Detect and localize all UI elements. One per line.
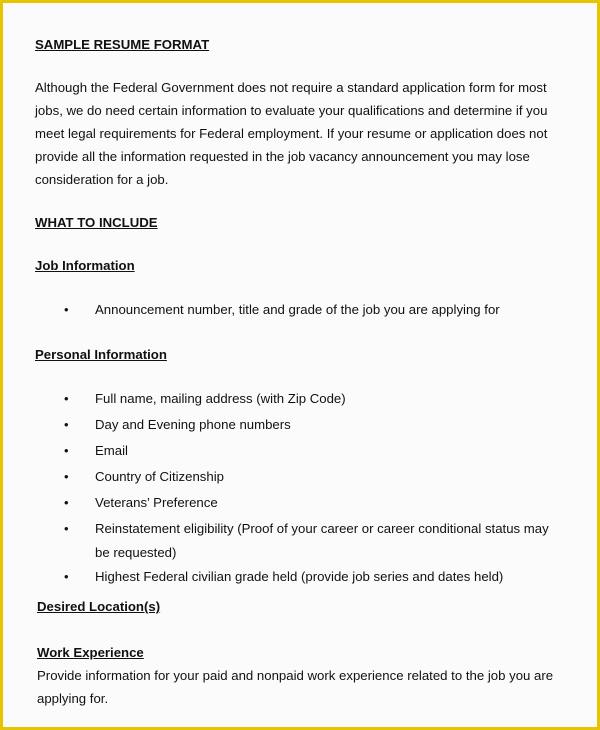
intro-line: meet legal requirements for Federal employment. If your resume or application does not [35, 126, 548, 141]
what-to-include-heading: WHAT TO INCLUDE [35, 215, 158, 230]
bullet-icon: • [64, 443, 69, 458]
list-item: Announcement number, title and grade of the job you are applying for [95, 302, 500, 317]
document-title: SAMPLE RESUME FORMAT [35, 37, 210, 52]
bullet-icon: • [64, 417, 69, 432]
list-item: Email [95, 443, 128, 458]
list-item: Day and Evening phone numbers [95, 417, 291, 432]
intro-line: Although the Federal Government does not require a standard application form for most [35, 80, 547, 95]
intro-line: provide all the information requested in the job vacancy announcement you may lose [35, 149, 530, 164]
work-experience-line: Provide information for your paid and nonpaid work experience related to the job you are [37, 668, 554, 683]
bullet-icon: • [64, 302, 69, 317]
bullet-icon: • [64, 495, 69, 510]
job-information-heading: Job Information [35, 258, 135, 273]
list-item: Full name, mailing address (with Zip Code) [95, 391, 346, 406]
list-item: Veterans’ Preference [95, 495, 218, 510]
bullet-icon: • [64, 469, 69, 484]
bullet-icon: • [64, 569, 69, 584]
intro-line: jobs, we do need certain information to evaluate your qualifications and determine if you [35, 103, 548, 118]
bullet-icon: • [64, 521, 69, 536]
bullet-icon: • [64, 391, 69, 406]
list-item: Reinstatement eligibility (Proof of your career or career conditional status may [95, 521, 549, 536]
list-item: Country of Citizenship [95, 469, 225, 484]
list-item-continuation: be requested) [95, 545, 177, 560]
list-item: Highest Federal civilian grade held (provide job series and dates held) [95, 569, 504, 584]
personal-information-heading: Personal Information [35, 347, 167, 362]
desired-locations-heading: Desired Location(s) [37, 599, 161, 614]
intro-line: consideration for a job. [35, 172, 169, 187]
work-experience-line: applying for. [37, 691, 109, 706]
work-experience-heading: Work Experience [37, 645, 144, 660]
